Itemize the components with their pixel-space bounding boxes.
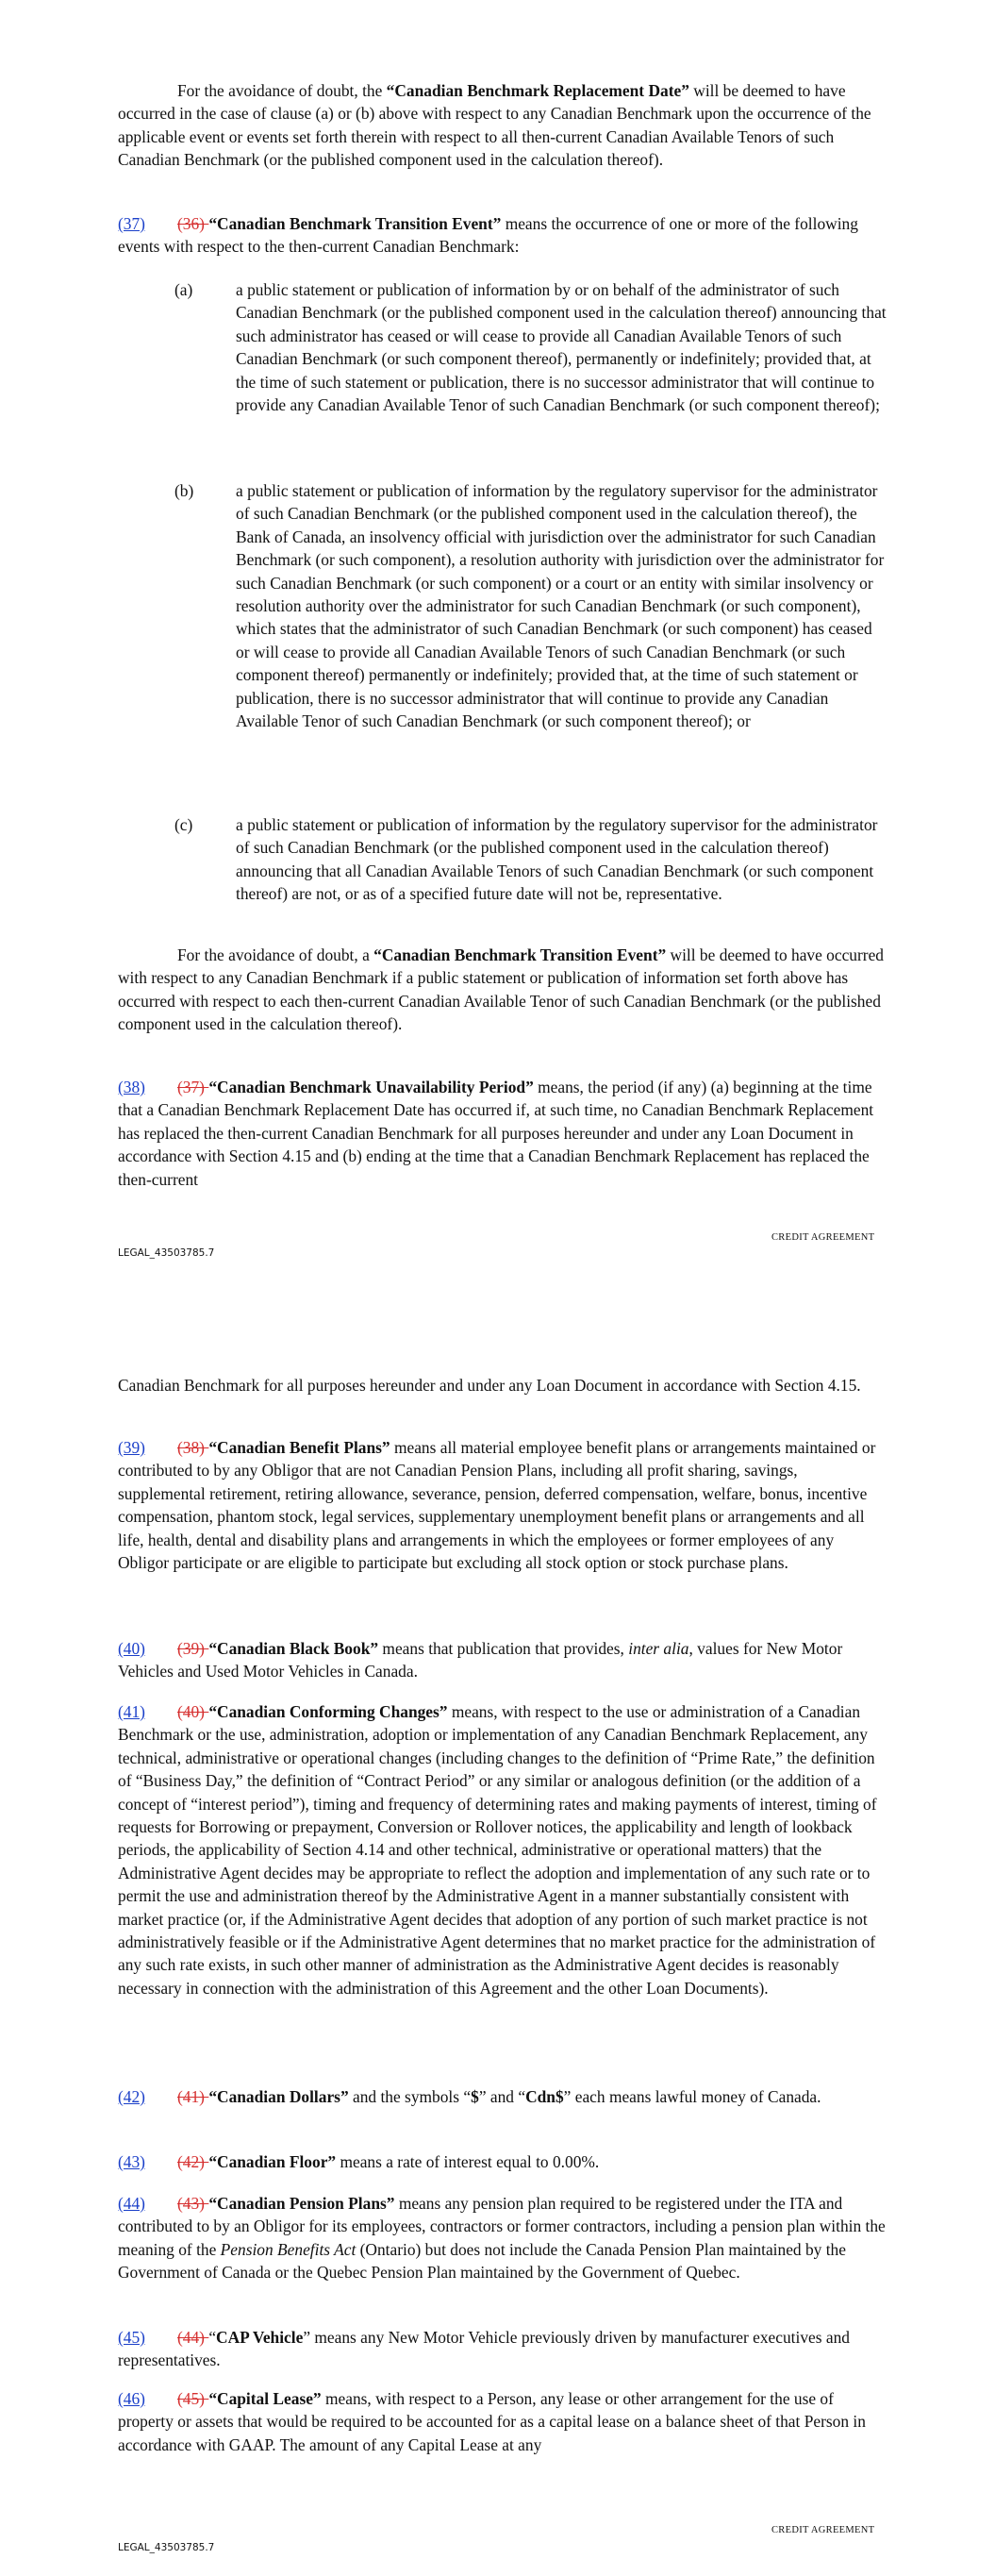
defined-term: “Canadian Benefit Plans” [208,1438,390,1457]
section-number-link[interactable]: (41) [118,1702,145,1721]
section-number-link[interactable]: (46) [118,2389,145,2408]
clause-c-text: a public statement or publication of information by the regulatory supervisor for the administrator of such Canadian Benchmark (or the published component used in the calculation thereof) announcing that all Canadian Available Tenors of such Canadian Benchmark (or such component thereof) are not, or as of a specified future date will not be, representative. [236,815,878,904]
defined-term: “Canadian Benchmark Transition Event” [373,945,667,964]
definition-38: (38) (37) “Canadian Benchmark Unavailability Period” means, the period (if any) (a) beginning at the time that a Canadian Benchmark Replacement Date has occurred if, at such time, no Canadian Benchmark Replacement has replaced the then-current Canadian Benchmark for all purposes hereunder and under any Loan Document in accordance with Section 4.15 and (b) ending at the time that a Canadian Benchmark Replacement has replaced the then-current [118,1078,874,1189]
deleted-section-number: (44) [176,2328,209,2347]
defined-term: “Canadian Pension Plans” [208,2194,395,2213]
definition-39: (39) (38) “Canadian Benefit Plans” means all material employee benefit plans or arrangements maintained or contributed to by any Obligor that are not Canadian Pension Plans, including all profit sharing, savings, supplemental retirement, retiring allowance, severance, pension, deferred compensation, welfare, bonus, incentive compensation, phantom stock, legal services, supplementary unemployment benefit plans or arrangements and all life, health, dental and disability plans and arrangements in which the employees or former employees of any Obligor participate or are eligible to participate but excluding all stock option or stock purchase plans. [118,1438,876,1573]
footer-agreement-title: CREDIT AGREEMENT [771,1232,875,1243]
deleted-section-number: (41) [176,2087,209,2106]
section-number-link[interactable]: (39) [118,1438,145,1457]
section-number-link[interactable]: (37) [118,214,145,233]
deleted-section-number: (45) [176,2389,209,2408]
defined-term: “Canadian Black Book” [208,1639,379,1658]
clause-a-text: a public statement or publication of information by or on behalf of the administrator of such Canadian Benchmark (or the published component used in the calculation thereof) announcing that such administrator has ceased or will cease to provide all Canadian Available Tenors of such Canadian Benchmark (or such component thereof), permanently or indefinitely; provided that, at the time of such statement or publication, there is no successor administrator that will continue to provide any Canadian Available Tenor of such Canadian Benchmark (or such component thereof); [236,280,887,415]
clause-b-text: a public statement or publication of information by the regulatory supervisor for the administrator of such Canadian Benchmark (or the published component used in the calculation thereof), the Bank of Canada, an insolvency official with jurisdiction over the administrator for such Canadian Benchmark (or such component), a resolution authority with jurisdiction over the administrator for such Canadian Benchmark (or such component) or a court or an entity with similar insolvency or resolution authority over the administrator for such Canadian Benchmark (or such component), which states that the administrator of such Canadian Benchmark (or such component) has ceased or will cease to provide all Canadian Available Tenors of such Canadian Benchmark (or such component thereof) permanently or indefinitely; provided that, at the time of such statement or publication, there is no successor administrator that will continue to provide any Canadian Available Tenor of such Canadian Benchmark (or such component thereof); or [236,481,885,731]
definition-38-continuation: Canadian Benchmark for all purposes hereunder and under any Loan Document in accordance with Section 4.15. [118,1376,861,1395]
clause-label-a: (a) [174,280,193,299]
defined-term: “Canadian Benchmark Replacement Date” [386,81,689,100]
deleted-section-number: (38) [176,1438,209,1457]
defined-term: CAP Vehicle [216,2328,304,2347]
paragraph-transition-event-note: For the avoidance of doubt, a “Canadian Benchmark Transition Event” will be deemed to have occurred with respect to any Canadian Benchmark if a public statement or publication of information set forth above has occurred with respect to each then-current Canadian Available Tenor of such Canadian Benchmark (or the published component used in the calculation thereof). [118,945,884,1034]
definition-44: (44) (43) “Canadian Pension Plans” means any pension plan required to be registered under the ITA and contributed to by an Obligor for its employees, contractors or former contractors, including a pension plan within the meaning of the Pension Benefits Act (Ontario) but does not include the Canada Pension Plan maintained by the Government of Canada or the Quebec Pension Plan maintained by the Government of Quebec. [118,2194,886,2283]
definition-40: (40) (39) “Canadian Black Book” means that publication that provides, inter alia, values for New Motor Vehicles and Used Motor Vehicles in Canada. [118,1639,843,1681]
footer-agreement-title: CREDIT AGREEMENT [771,2525,875,2535]
footer-document-id: LEGAL_43503785.7 [118,2542,215,2553]
section-number-link[interactable]: (45) [118,2328,145,2347]
section-number-link[interactable]: (44) [118,2194,145,2213]
defined-term: “Canadian Dollars” [208,2087,349,2106]
section-number-link[interactable]: (43) [118,2152,145,2171]
document-page-2 [0,1293,995,2576]
deleted-section-number: (40) [176,1702,209,1721]
section-number-link[interactable]: (42) [118,2087,145,2106]
footer-document-id: LEGAL_43503785.7 [118,1247,215,1259]
defined-term: “Capital Lease” [208,2389,322,2408]
paragraph-replacement-date-note: For the avoidance of doubt, the “Canadian Benchmark Replacement Date” will be deemed to have occurred in the case of clause (a) or (b) above with respect to any Canadian Benchmark upon the occurrence of the applicable event or events set forth therein with respect to all then-current Canadian Available Tenors of such Canadian Benchmark (or the published component used in the calculation thereof). [118,81,871,170]
deleted-section-number: (37) [176,1078,209,1096]
defined-term: “Canadian Benchmark Unavailability Period” [208,1078,534,1096]
deleted-section-number: (42) [176,2152,209,2171]
clause-label-b: (b) [174,481,194,500]
deleted-section-number: (43) [176,2194,209,2213]
definition-42: (42) (41) “Canadian Dollars” and the symbols “$” and “Cdn$” each means lawful money of Canada. [118,2087,821,2106]
section-number-link[interactable]: (40) [118,1639,145,1658]
deleted-section-number: (39) [176,1639,209,1658]
deleted-section-number: (36) [176,214,209,233]
definition-43: (43) (42) “Canadian Floor” means a rate of interest equal to 0.00%. [118,2152,600,2171]
defined-term: “Canadian Conforming Changes” [208,1702,448,1721]
definition-45: (45) (44) “CAP Vehicle” means any New Motor Vehicle previously driven by manufacturer executives and representatives. [118,2328,850,2370]
definition-41: (41) (40) “Canadian Conforming Changes” means, with respect to the use or administration of a Canadian Benchmark or the use, administration, adoption or implementation of any Canadian Benchmark Replacement, any technical, administrative or operational changes (including changes to the definition of “Prime Rate,” the definition of “Business Day,” the definition of “Contract Period” or any similar or analogous definition (or the addition of a concept of “interest period”), timing and frequency of determining rates and making payments of interest, timing of requests for Borrowing or prepayment, Conversion or Rollover notices, the applicability and length of lookback periods, the applicability of Section 4.14 and other technical, administrative or operational matters) that the Administrative Agent decides may be appropriate to reflect the adoption and implementation of any such rate or to permit the use and administration thereof by the Administrative Agent in a manner substantially consistent with market practice (or, if the Administrative Agent decides that adoption of any portion of such market practice is not administratively feasible or if the Administrative Agent determines that no market practice for the administration of any such rate exists, in such other manner of administration as the Administrative Agent decides is reasonably necessary in connection with the administration of this Agreement and the other Loan Documents). [118,1702,877,1998]
section-number-link[interactable]: (38) [118,1078,145,1096]
defined-term: “Canadian Benchmark Transition Event” [208,214,502,233]
clause-label-c: (c) [174,815,193,834]
defined-term: “Canadian Floor” [208,2152,337,2171]
definition-37: (37) (36) “Canadian Benchmark Transition Event” means the occurrence of one or more of the following events with respect to the then-current Canadian Benchmark: [118,214,858,257]
definition-46: (46) (45) “Capital Lease” means, with respect to a Person, any lease or other arrangement for the use of property or assets that would be required to be accounted for as a capital lease on a balance sheet of that Person in accordance with GAAP. The amount of any Capital Lease at any [118,2389,866,2454]
